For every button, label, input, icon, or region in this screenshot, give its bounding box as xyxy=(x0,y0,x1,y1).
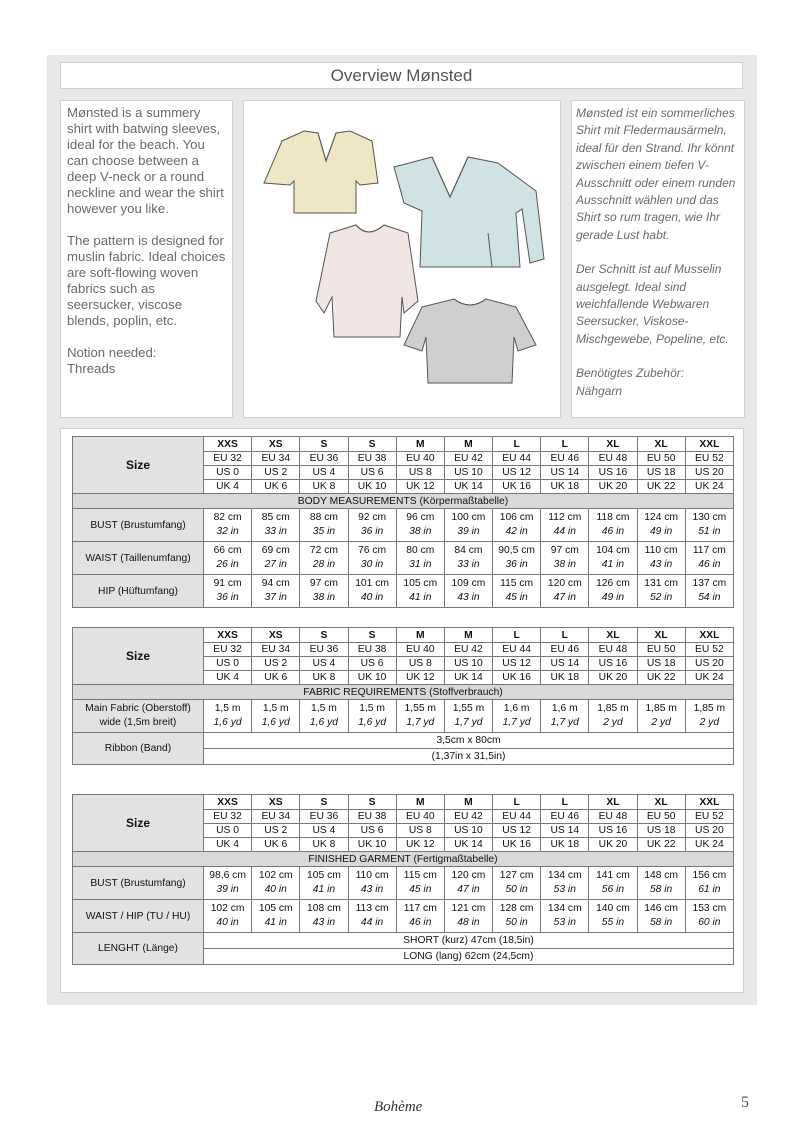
size-us-cell: US 18 xyxy=(637,824,685,838)
size-us-cell: US 18 xyxy=(637,657,685,671)
size-label-cell: XL xyxy=(589,628,637,643)
size-eu-cell: EU 48 xyxy=(589,643,637,657)
pink-shirt-icon xyxy=(316,225,418,337)
size-us-cell: US 6 xyxy=(348,824,396,838)
size-uk-cell: UK 12 xyxy=(396,838,444,852)
size-uk-cell: UK 12 xyxy=(396,480,444,494)
size-eu-cell: EU 46 xyxy=(541,810,589,824)
description-german xyxy=(571,100,745,418)
size-label-cell: XXS xyxy=(204,795,252,810)
body-row xyxy=(73,509,734,542)
garment-illustration xyxy=(243,100,561,418)
value-cell: 148 cm 58 in xyxy=(637,867,685,900)
size-us-cell: US 8 xyxy=(396,824,444,838)
body-section-header-title: BODY MEASUREMENTS (Körpermaßtabelle) xyxy=(73,494,734,509)
size-us-cell: US 16 xyxy=(589,466,637,480)
page-title: Overview Mønsted xyxy=(60,62,743,89)
size-uk-cell: UK 20 xyxy=(589,838,637,852)
size-header: Size xyxy=(73,628,204,685)
value-cell: 106 cm 42 in xyxy=(493,509,541,542)
value-cell: 1,5 m 1,6 yd xyxy=(348,700,396,733)
ribbon-value: 3,5cm x 80cm xyxy=(204,733,734,749)
size-us-cell: US 20 xyxy=(685,466,733,480)
value-cell: 134 cm 53 in xyxy=(541,867,589,900)
size-us-cell: US 2 xyxy=(252,657,300,671)
fabric-section-header-title: FABRIC REQUIREMENTS (Stoffverbrauch) xyxy=(73,685,734,700)
finished-row-label: BUST (Brustumfang) xyxy=(73,867,204,900)
value-cell: 156 cm 61 in xyxy=(685,867,733,900)
size-label-cell: XL xyxy=(637,437,685,452)
size-uk-cell: UK 18 xyxy=(541,480,589,494)
size-us-cell: US 14 xyxy=(541,657,589,671)
value-cell: 91 cm 36 in xyxy=(204,575,252,608)
value-cell: 134 cm 53 in xyxy=(541,900,589,933)
value-cell: 120 cm 47 in xyxy=(444,867,492,900)
value-cell: 140 cm 55 in xyxy=(589,900,637,933)
size-uk-cell: UK 8 xyxy=(300,838,348,852)
body-row xyxy=(73,542,734,575)
size-eu-cell: EU 50 xyxy=(637,643,685,657)
size-eu-cell: EU 52 xyxy=(685,810,733,824)
size-eu-cell: EU 32 xyxy=(204,643,252,657)
body-row xyxy=(73,575,734,608)
size-uk-cell: UK 24 xyxy=(685,480,733,494)
value-cell: 88 cm 35 in xyxy=(300,509,348,542)
value-cell: 146 cm 58 in xyxy=(637,900,685,933)
value-cell: 137 cm 54 in xyxy=(685,575,733,608)
value-cell: 109 cm 43 in xyxy=(444,575,492,608)
value-cell: 110 cm 43 in xyxy=(348,867,396,900)
value-cell: 110 cm 43 in xyxy=(637,542,685,575)
size-us-cell: US 10 xyxy=(444,466,492,480)
size-uk-cell: UK 22 xyxy=(637,838,685,852)
size-label-cell: S xyxy=(300,628,348,643)
size-header: Size xyxy=(73,795,204,852)
size-eu-cell: EU 44 xyxy=(493,643,541,657)
value-cell: 121 cm 48 in xyxy=(444,900,492,933)
size-label-cell: XXS xyxy=(204,628,252,643)
value-cell: 1,5 m 1,6 yd xyxy=(252,700,300,733)
size-eu-cell: EU 32 xyxy=(204,810,252,824)
size-label-cell: M xyxy=(444,795,492,810)
size-uk-cell: UK 22 xyxy=(637,671,685,685)
value-cell: 117 cm 46 in xyxy=(396,900,444,933)
size-us-cell: US 12 xyxy=(493,466,541,480)
size-eu-cell: EU 42 xyxy=(444,452,492,466)
ribbon-label: Ribbon (Band) xyxy=(73,733,204,765)
shirts-drawing xyxy=(244,101,560,417)
finished-section-header-title: FINISHED GARMENT (Fertigmaßtabelle) xyxy=(73,852,734,867)
size-label-cell: XL xyxy=(589,437,637,452)
value-cell: 1,5 m 1,6 yd xyxy=(204,700,252,733)
size-eu-cell: EU 34 xyxy=(252,643,300,657)
value-cell: 1,6 m 1,7 yd xyxy=(541,700,589,733)
size-uk-cell: UK 6 xyxy=(252,480,300,494)
size-us-cell: US 4 xyxy=(300,466,348,480)
main-fabric-row-label: Main Fabric (Oberstoff) wide (1,5m breit) xyxy=(73,700,204,733)
size-label-cell: XXL xyxy=(685,795,733,810)
finished-section-header xyxy=(73,852,734,867)
size-uk-cell: UK 8 xyxy=(300,671,348,685)
size-us-cell: US 16 xyxy=(589,657,637,671)
size-uk-cell: UK 6 xyxy=(252,838,300,852)
size-us-cell: US 8 xyxy=(396,466,444,480)
size-uk-cell: UK 16 xyxy=(493,480,541,494)
size-us-cell: US 0 xyxy=(204,657,252,671)
size-uk-cell: UK 4 xyxy=(204,838,252,852)
body-size-label-row xyxy=(73,437,734,452)
body-section-header xyxy=(73,494,734,509)
value-cell: 100 cm 39 in xyxy=(444,509,492,542)
value-cell: 97 cm 38 in xyxy=(541,542,589,575)
length-value: SHORT (kurz) 47cm (18,5in) xyxy=(204,933,734,949)
size-label-cell: L xyxy=(541,437,589,452)
size-uk-cell: UK 20 xyxy=(589,480,637,494)
boheme-logo xyxy=(370,1087,436,1123)
size-uk-cell: UK 10 xyxy=(348,480,396,494)
size-eu-cell: EU 36 xyxy=(300,643,348,657)
size-label-cell: M xyxy=(396,795,444,810)
ribbon-value: (1,37in x 31,5in) xyxy=(204,749,734,765)
size-eu-cell: EU 42 xyxy=(444,643,492,657)
blue-shirt-icon xyxy=(394,157,544,267)
size-uk-cell: UK 24 xyxy=(685,838,733,852)
size-eu-cell: EU 52 xyxy=(685,452,733,466)
size-us-cell: US 6 xyxy=(348,657,396,671)
value-cell: 1,6 m 1,7 yd xyxy=(493,700,541,733)
size-us-cell: US 0 xyxy=(204,466,252,480)
value-cell: 102 cm 40 in xyxy=(252,867,300,900)
value-cell: 112 cm 44 in xyxy=(541,509,589,542)
size-uk-cell: UK 18 xyxy=(541,838,589,852)
size-us-cell: US 2 xyxy=(252,824,300,838)
size-eu-cell: EU 40 xyxy=(396,643,444,657)
size-uk-cell: UK 10 xyxy=(348,838,396,852)
grey-shirt-icon xyxy=(404,299,536,383)
size-eu-cell: EU 40 xyxy=(396,452,444,466)
size-eu-cell: EU 46 xyxy=(541,643,589,657)
size-label-cell: S xyxy=(348,795,396,810)
value-cell: 124 cm 49 in xyxy=(637,509,685,542)
size-uk-cell: UK 18 xyxy=(541,671,589,685)
value-cell: 105 cm 41 in xyxy=(396,575,444,608)
size-uk-cell: UK 6 xyxy=(252,671,300,685)
value-cell: 85 cm 33 in xyxy=(252,509,300,542)
size-us-cell: US 0 xyxy=(204,824,252,838)
value-cell: 108 cm 43 in xyxy=(300,900,348,933)
length-value: LONG (lang) 62cm (24,5cm) xyxy=(204,949,734,965)
value-cell: 126 cm 49 in xyxy=(589,575,637,608)
value-cell: 90,5 cm 36 in xyxy=(493,542,541,575)
size-us-cell: US 14 xyxy=(541,824,589,838)
size-eu-cell: EU 38 xyxy=(348,810,396,824)
value-cell: 94 cm 37 in xyxy=(252,575,300,608)
size-eu-cell: EU 32 xyxy=(204,452,252,466)
size-us-cell: US 14 xyxy=(541,466,589,480)
value-cell: 113 cm 44 in xyxy=(348,900,396,933)
size-eu-cell: EU 44 xyxy=(493,452,541,466)
size-label-cell: M xyxy=(444,437,492,452)
value-cell: 127 cm 50 in xyxy=(493,867,541,900)
size-uk-cell: UK 24 xyxy=(685,671,733,685)
yellow-shirt-icon xyxy=(264,131,378,213)
length-row xyxy=(73,933,734,949)
size-label-cell: M xyxy=(396,628,444,643)
logo-text: Bohème xyxy=(374,1099,423,1115)
value-cell: 105 cm 41 in xyxy=(252,900,300,933)
size-us-cell: US 16 xyxy=(589,824,637,838)
size-eu-cell: EU 50 xyxy=(637,810,685,824)
value-cell: 80 cm 31 in xyxy=(396,542,444,575)
size-uk-cell: UK 8 xyxy=(300,480,348,494)
fabric-section-header xyxy=(73,685,734,700)
size-label-cell: S xyxy=(300,795,348,810)
size-uk-cell: UK 20 xyxy=(589,671,637,685)
size-us-cell: US 18 xyxy=(637,466,685,480)
zubehoer-value: Nähgarn xyxy=(576,383,623,398)
size-us-cell: US 8 xyxy=(396,657,444,671)
value-cell: 131 cm 52 in xyxy=(637,575,685,608)
size-eu-cell: EU 42 xyxy=(444,810,492,824)
value-cell: 69 cm 27 in xyxy=(252,542,300,575)
body-row-label: BUST (Brustumfang) xyxy=(73,509,204,542)
size-us-cell: US 4 xyxy=(300,824,348,838)
value-cell: 92 cm 36 in xyxy=(348,509,396,542)
size-label-cell: M xyxy=(396,437,444,452)
size-label-cell: L xyxy=(541,628,589,643)
size-eu-cell: EU 38 xyxy=(348,643,396,657)
value-cell: 128 cm 50 in xyxy=(493,900,541,933)
size-label-cell: L xyxy=(493,795,541,810)
size-label-cell: L xyxy=(493,628,541,643)
value-cell: 1,5 m 1,6 yd xyxy=(300,700,348,733)
body-row-label: WAIST (Taillenumfang) xyxy=(73,542,204,575)
value-cell: 153 cm 60 in xyxy=(685,900,733,933)
size-uk-cell: UK 14 xyxy=(444,480,492,494)
size-us-cell: US 6 xyxy=(348,466,396,480)
size-uk-cell: UK 14 xyxy=(444,671,492,685)
size-label-cell: S xyxy=(348,437,396,452)
size-label-cell: XXS xyxy=(204,437,252,452)
value-cell: 66 cm 26 in xyxy=(204,542,252,575)
size-label-cell: L xyxy=(541,795,589,810)
value-cell: 97 cm 38 in xyxy=(300,575,348,608)
notions-heading: Notion needed: xyxy=(67,345,157,360)
value-cell: 115 cm 45 in xyxy=(493,575,541,608)
size-us-cell: US 10 xyxy=(444,657,492,671)
size-label-cell: S xyxy=(348,628,396,643)
size-eu-cell: EU 48 xyxy=(589,452,637,466)
size-label-cell: XS xyxy=(252,437,300,452)
size-label-cell: XS xyxy=(252,795,300,810)
value-cell: 1,85 m 2 yd xyxy=(685,700,733,733)
size-uk-cell: UK 4 xyxy=(204,671,252,685)
size-us-cell: US 4 xyxy=(300,657,348,671)
value-cell: 82 cm 32 in xyxy=(204,509,252,542)
size-eu-cell: EU 52 xyxy=(685,643,733,657)
description-en-paragraph-2: The pattern is designed for muslin fabric. Ideal choices are soft-flowing woven fabrics such as seersucker, viscose blends, poplin, etc. xyxy=(67,233,226,328)
size-eu-cell: EU 38 xyxy=(348,452,396,466)
size-uk-cell: UK 12 xyxy=(396,671,444,685)
value-cell: 118 cm 46 in xyxy=(589,509,637,542)
size-uk-cell: UK 22 xyxy=(637,480,685,494)
value-cell: 141 cm 56 in xyxy=(589,867,637,900)
size-uk-cell: UK 16 xyxy=(493,838,541,852)
size-us-cell: US 10 xyxy=(444,824,492,838)
description-en-paragraph-1: Mønsted is a summery shirt with batwing sleeves, ideal for the beach. You can choose between a deep V-neck or a round neckline and wear the shirt however you like. xyxy=(67,105,224,216)
size-uk-cell: UK 14 xyxy=(444,838,492,852)
body-measurements-table xyxy=(72,436,734,608)
finished-row xyxy=(73,867,734,900)
value-cell: 105 cm 41 in xyxy=(300,867,348,900)
size-eu-cell: EU 34 xyxy=(252,810,300,824)
main-fabric-row xyxy=(73,700,734,733)
value-cell: 120 cm 47 in xyxy=(541,575,589,608)
size-label-cell: XL xyxy=(637,795,685,810)
value-cell: 115 cm 45 in xyxy=(396,867,444,900)
length-label: LENGHT (Länge) xyxy=(73,933,204,965)
value-cell: 76 cm 30 in xyxy=(348,542,396,575)
size-eu-cell: EU 44 xyxy=(493,810,541,824)
size-eu-cell: EU 48 xyxy=(589,810,637,824)
size-uk-cell: UK 10 xyxy=(348,671,396,685)
size-label-cell: M xyxy=(444,628,492,643)
value-cell: 96 cm 38 in xyxy=(396,509,444,542)
finished-row-label: WAIST / HIP (TU / HU) xyxy=(73,900,204,933)
page-number: 5 xyxy=(741,1094,749,1111)
value-cell: 84 cm 33 in xyxy=(444,542,492,575)
value-cell: 101 cm 40 in xyxy=(348,575,396,608)
value-cell: 104 cm 41 in xyxy=(589,542,637,575)
description-de-paragraph-2: Der Schnitt ist auf Musselin ausgelegt. Ideal sind weichfallende Webwaren Seersucker, Viskose-Mischgewebe, Popeline, etc. xyxy=(576,262,729,346)
fabric-size-label-row xyxy=(73,628,734,643)
size-eu-cell: EU 36 xyxy=(300,452,348,466)
value-cell: 117 cm 46 in xyxy=(685,542,733,575)
size-header: Size xyxy=(73,437,204,494)
size-eu-cell: EU 46 xyxy=(541,452,589,466)
notions-value: Threads xyxy=(67,361,116,376)
size-label-cell: XL xyxy=(589,795,637,810)
size-label-cell: XXL xyxy=(685,628,733,643)
fabric-requirements-table xyxy=(72,627,734,765)
finished-row xyxy=(73,900,734,933)
body-row-label: HIP (Hüftumfang) xyxy=(73,575,204,608)
value-cell: 102 cm 40 in xyxy=(204,900,252,933)
size-us-cell: US 12 xyxy=(493,657,541,671)
value-cell: 1,85 m 2 yd xyxy=(637,700,685,733)
size-label-cell: S xyxy=(300,437,348,452)
finished-size-label-row xyxy=(73,795,734,810)
size-eu-cell: EU 36 xyxy=(300,810,348,824)
size-label-cell: XS xyxy=(252,628,300,643)
size-label-cell: L xyxy=(493,437,541,452)
size-us-cell: US 12 xyxy=(493,824,541,838)
size-label-cell: XL xyxy=(637,628,685,643)
size-us-cell: US 20 xyxy=(685,824,733,838)
value-cell: 1,85 m 2 yd xyxy=(589,700,637,733)
size-uk-cell: UK 4 xyxy=(204,480,252,494)
size-us-cell: US 20 xyxy=(685,657,733,671)
value-cell: 130 cm 51 in xyxy=(685,509,733,542)
value-cell: 72 cm 28 in xyxy=(300,542,348,575)
size-eu-cell: EU 34 xyxy=(252,452,300,466)
value-cell: 1,55 m 1,7 yd xyxy=(444,700,492,733)
size-uk-cell: UK 16 xyxy=(493,671,541,685)
size-eu-cell: EU 50 xyxy=(637,452,685,466)
value-cell: 1,55 m 1,7 yd xyxy=(396,700,444,733)
size-label-cell: XXL xyxy=(685,437,733,452)
zubehoer-heading: Benötigtes Zubehör: xyxy=(576,366,685,381)
description-english xyxy=(60,100,233,418)
description-de-paragraph-1: Mønsted ist ein sommerliches Shirt mit Fledermausärmeln, ideal für den Strand. Ihr könnt zwischen einem tiefen V-Ausschnitt oder einem runden Ausschnitt wählen und das Shirt so rum tragen, wie Ihr gerade Lust habt. xyxy=(576,106,736,242)
size-eu-cell: EU 40 xyxy=(396,810,444,824)
size-us-cell: US 2 xyxy=(252,466,300,480)
ribbon-row xyxy=(73,733,734,749)
finished-garment-table xyxy=(72,794,734,965)
value-cell: 98,6 cm 39 in xyxy=(204,867,252,900)
